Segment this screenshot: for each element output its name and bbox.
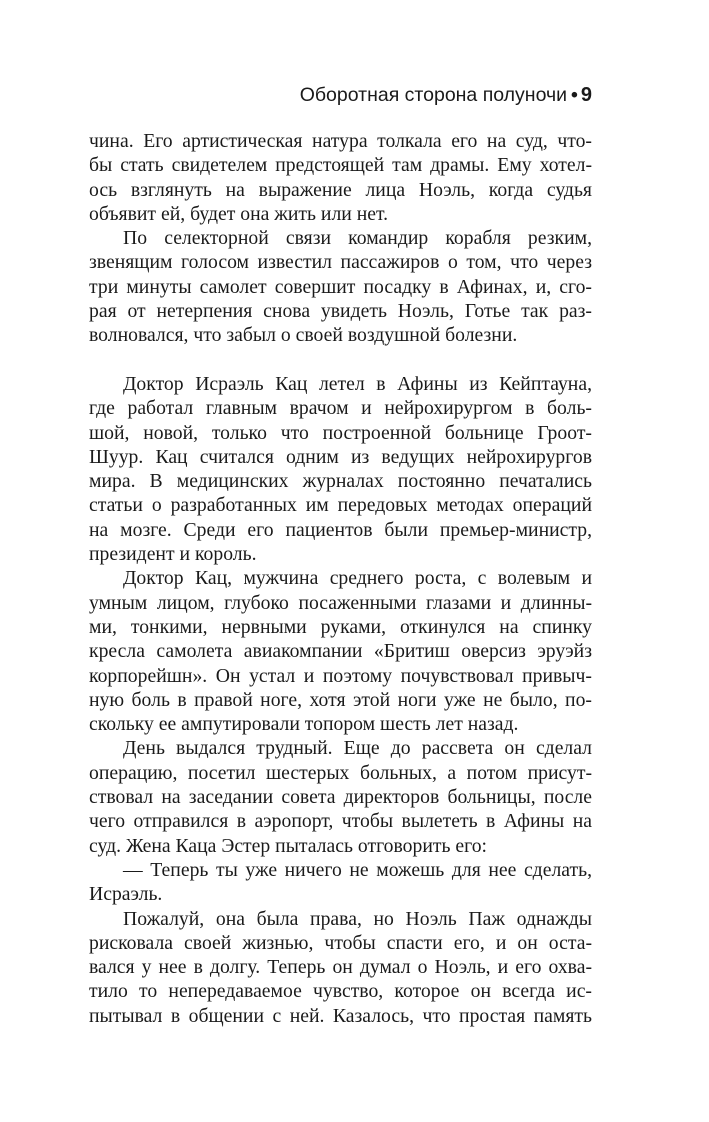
text-line: По селекторной связи командир корабля резким, (123, 227, 592, 250)
text-line: президент и король. (89, 543, 257, 566)
text-line: Пожалуй, она была права, но Ноэль Паж однажды (123, 907, 592, 930)
paragraph (89, 858, 592, 907)
text-line: Исраэль. (89, 883, 163, 906)
text-line: рисковала своей жизнью, чтобы спасти его, и он оста- (89, 931, 592, 954)
text-line: на мозге. Среди его пациентов были премьер-министр, (89, 518, 592, 541)
text-line: умным лицом, глубоко посаженными глазами и длинны- (89, 591, 592, 614)
text-line: статьи о разработанных им передовых методах операций (89, 494, 592, 517)
text-line: — Теперь ты уже ничего не можешь для нее сделать, (123, 858, 592, 881)
text-line: мира. В медицинских журналах постоянно печатались (89, 470, 592, 493)
running-header (89, 82, 592, 108)
text-line: три минуты самолет совершит посадку в Афинах, и, сго- (89, 275, 592, 298)
text-line: чего отправился в аэропорт, чтобы вылететь в Афины на (89, 810, 592, 833)
text-line: операцию, посетил шестерых больных, а потом присут- (89, 761, 592, 784)
text-line: Доктор Исраэль Кац летел в Афины из Кейптауна, (123, 372, 592, 395)
paragraph (89, 907, 592, 1028)
text-line: звенящим голосом известил пассажиров о том, что через (89, 251, 592, 274)
text-line: объявит ей, будет она жить или нет. (89, 202, 389, 225)
header-separator: • (571, 84, 578, 106)
text-line: Доктор Кац, мужчина среднего роста, с волевым и (123, 567, 592, 590)
text-line: шой, новой, только что построенной больнице Гроот- (89, 421, 592, 444)
text-line: чина. Его артистическая натура толкала его на суд, что- (89, 130, 592, 152)
paragraph (89, 566, 592, 736)
text-line: рая от нетерпения снова увидеть Ноэль, Готье так раз- (89, 300, 592, 323)
book-title: Оборотная сторона полуночи (299, 84, 568, 106)
text-line: Шуур. Кац считался одним из ведущих нейрохирургов (89, 445, 592, 468)
text-line: корпорейшн». Он устал и поэтому почувствовал привыч- (89, 664, 592, 687)
text-line: День выдался трудный. Еще до рассвета он сделал (123, 737, 592, 760)
text-line: ную боль в правой ноге, хотя этой ноги уже не было, по- (89, 688, 592, 711)
text-line: ми, тонкими, нервными руками, откинулся на спинку (89, 615, 592, 638)
text-line: ствовал на заседании совета директоров больницы, после (89, 786, 592, 809)
page-number: 9 (580, 84, 592, 106)
paragraph (89, 129, 592, 226)
paragraph (89, 226, 592, 347)
text-line: где работал главным врачом и нейрохирургом в боль- (89, 397, 592, 420)
text-line: кресла самолета авиакомпании «Бритиш оверсиз эруэйз (89, 640, 592, 663)
text-line: пытывал в общении с ней. Казалось, что простая память (89, 1004, 592, 1027)
text-line: бы стать свидетелем предстоящей там драмы. Ему хотел- (89, 154, 592, 177)
text-line: вался у нее в долгу. Теперь он думал о Ноэль, и его охва- (89, 956, 592, 979)
paragraph (89, 372, 592, 566)
paragraph (89, 736, 592, 857)
text-line: скольку ее ампутировали топором шесть лет назад. (89, 713, 519, 736)
section-break (89, 348, 592, 372)
text-line: волновался, что забыл о своей воздушной болезни. (89, 324, 518, 347)
body-text (89, 129, 592, 1028)
text-line: ось взглянуть на выражение лица Ноэль, когда судья (89, 178, 592, 201)
text-line: тило то непередаваемое чувство, которое он всегда ис- (89, 980, 592, 1003)
text-line: суд. Жена Каца Эстер пыталась отговорить его: (89, 834, 488, 857)
